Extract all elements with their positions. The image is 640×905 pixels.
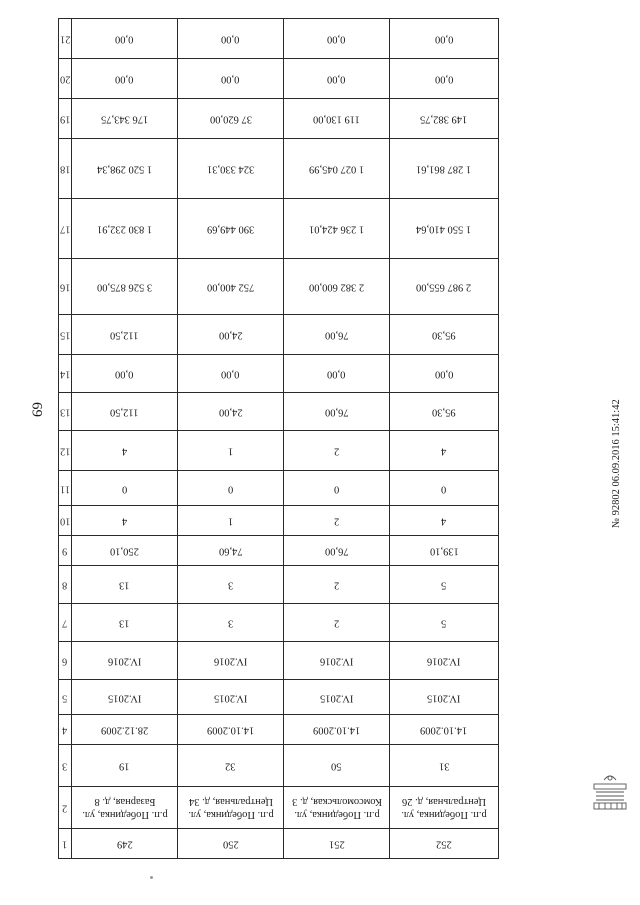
cell-value: 0: [333, 483, 340, 495]
cell-value: 0,00: [327, 73, 346, 85]
table-band: [59, 19, 499, 59]
column-number-cell: [59, 471, 72, 506]
cell-value: 0,00: [434, 368, 454, 380]
table-cell: [72, 506, 178, 536]
table-band: [59, 393, 499, 431]
column-number-cell: [59, 99, 72, 139]
table-band: [59, 259, 499, 315]
table-band: [59, 99, 499, 139]
column-number-cell: [59, 604, 72, 642]
table-cell: [72, 431, 178, 471]
cell-value: 24,00: [218, 406, 243, 418]
table-cell: [72, 604, 178, 642]
table-cell: [178, 393, 284, 431]
table-cell: [390, 355, 499, 393]
cell-value: 0,00: [434, 33, 454, 45]
cell-value: 32: [225, 760, 236, 772]
table-band: [59, 715, 499, 745]
table-band: [59, 355, 499, 393]
cell-value: 1: [227, 515, 234, 527]
table-cell: [390, 680, 499, 715]
table-cell: [390, 566, 499, 604]
cell-value: 0,00: [115, 73, 134, 85]
cell-value: 3: [227, 579, 234, 591]
column-number: 5: [62, 692, 68, 704]
table-cell: [390, 604, 499, 642]
table-cell: [72, 19, 178, 59]
cell-value: 5: [441, 617, 447, 629]
column-number-cell: [59, 315, 72, 355]
column-number: 1: [62, 838, 68, 850]
cell-value: 112,50: [110, 329, 139, 341]
cell-value: IV.2016: [213, 655, 248, 667]
column-number: 11: [59, 483, 71, 495]
table-cell: [178, 199, 284, 259]
cell-value: IV.2015: [213, 692, 248, 704]
column-number: 13: [59, 406, 71, 418]
table-band: [59, 787, 499, 829]
column-number-cell: [59, 566, 72, 604]
table-cell: [284, 471, 390, 506]
table-cell: [284, 536, 390, 566]
cell-value: 76,00: [324, 406, 349, 418]
cell-value: 95,30: [432, 406, 456, 418]
column-number: 18: [59, 163, 71, 175]
table-cell: [72, 259, 178, 315]
table-cell: [178, 604, 284, 642]
cell-value: 752 400,00: [206, 281, 255, 293]
cell-value: 0,00: [221, 368, 240, 380]
cell-value: 4: [121, 515, 128, 527]
table-cell: [284, 259, 390, 315]
registry-stamp: № 92802 06.09.2016 15:41:42: [611, 399, 622, 528]
column-number-cell: [59, 745, 72, 787]
table-cell: [178, 139, 284, 199]
table-cell: [178, 99, 284, 139]
table-cell: [178, 829, 284, 859]
column-number-cell: [59, 139, 72, 199]
cell-value: 4: [441, 515, 447, 527]
cell-value: 13: [119, 579, 130, 591]
cell-value: 4: [441, 445, 447, 457]
column-number-cell: [59, 355, 72, 393]
table-cell: [72, 315, 178, 355]
table-cell: [390, 506, 499, 536]
cell-value: 250: [222, 838, 239, 850]
table-cell: [284, 431, 390, 471]
cell-value: IV.2015: [427, 692, 461, 704]
cell-value: 0,00: [434, 73, 454, 85]
cell-value: 76,00: [324, 329, 349, 341]
column-number-cell: [59, 19, 72, 59]
column-number-cell: [59, 787, 72, 829]
table-cell: [390, 471, 499, 506]
table-cell: [284, 393, 390, 431]
scan-dot: [150, 876, 153, 879]
table-cell: [178, 536, 284, 566]
column-number: 9: [62, 545, 68, 557]
cell-value: 1 236 424,01: [308, 223, 365, 235]
table-cell: [72, 199, 178, 259]
table-cell: [284, 315, 390, 355]
cell-value: 2 382 600,00: [308, 281, 365, 293]
column-number: 8: [62, 579, 68, 591]
column-number: 6: [62, 655, 68, 667]
cell-value: 4: [121, 445, 128, 457]
cell-value: 139,10: [429, 545, 459, 557]
cell-value: 1 550 410,64: [416, 223, 472, 235]
table-cell: [390, 536, 499, 566]
table-cell: [178, 431, 284, 471]
cell-value: 28.12.2009: [100, 724, 149, 736]
column-number: 16: [59, 281, 71, 293]
cell-value: 0,00: [115, 33, 134, 45]
table-cell: [72, 829, 178, 859]
cell-value: 50: [331, 760, 342, 772]
table-band: [59, 536, 499, 566]
column-number-cell: [59, 715, 72, 745]
table-cell: [178, 59, 284, 99]
column-number: 2: [62, 802, 68, 814]
cell-value: 2: [333, 445, 340, 457]
table-band: [59, 566, 499, 604]
cell-value: 31: [438, 760, 450, 772]
table-cell: [284, 19, 390, 59]
table-cell: [390, 715, 499, 745]
column-number-cell: [59, 642, 72, 680]
cell-value: 1 027 045,99: [308, 163, 365, 175]
table-cell: [178, 680, 284, 715]
cell-value: IV.2016: [107, 655, 142, 667]
column-number-cell: [59, 536, 72, 566]
column-number-cell: [59, 431, 72, 471]
cell-value: 19: [119, 760, 130, 772]
table-cell: [284, 680, 390, 715]
cell-value: 2 987 655,00: [416, 281, 472, 293]
cell-value: 13: [119, 617, 130, 629]
cell-value: 2: [333, 579, 340, 591]
table-cell: [72, 59, 178, 99]
table-band: [59, 745, 499, 787]
table-cell: [390, 829, 499, 859]
table-cell: [390, 315, 499, 355]
cell-value: 5: [441, 579, 447, 591]
cell-value: IV.2016: [319, 655, 354, 667]
table-band: [59, 199, 499, 259]
cell-value: 324 330,31: [206, 163, 255, 175]
column-number-cell: [59, 680, 72, 715]
column-number: 7: [62, 617, 68, 629]
column-number-cell: [59, 506, 72, 536]
table-band: [59, 139, 499, 199]
cell-value: 119 130,00: [313, 113, 360, 125]
table-cell: [284, 99, 390, 139]
cell-value: 24,00: [218, 329, 243, 341]
cell-value: 14.10.2009: [312, 724, 361, 736]
cell-value: 0,00: [327, 33, 346, 45]
table-cell: [390, 59, 499, 99]
cell-value: 390 449,69: [206, 223, 255, 235]
table-band: [59, 431, 499, 471]
table-cell: [390, 99, 499, 139]
column-number: 12: [59, 445, 71, 457]
cell-value: 0,00: [327, 368, 346, 380]
column-number-cell: [59, 259, 72, 315]
table-cell: [72, 393, 178, 431]
table-cell: [284, 139, 390, 199]
table-cell: [72, 471, 178, 506]
table-cell: [284, 642, 390, 680]
cell-value: 0: [441, 483, 447, 495]
table-cell: [284, 604, 390, 642]
cell-value: 251: [328, 838, 345, 850]
column-number: 4: [62, 724, 68, 736]
table-cell: [178, 506, 284, 536]
table-band: [59, 604, 499, 642]
register-table: [58, 18, 499, 859]
table-cell: [72, 715, 178, 745]
table-cell: [72, 355, 178, 393]
cell-value: 0: [121, 483, 128, 495]
table-band: [59, 680, 499, 715]
table-cell: [390, 259, 499, 315]
table-cell: [72, 745, 178, 787]
table-cell: [178, 259, 284, 315]
cell-value: 112,50: [110, 406, 139, 418]
table-band: [59, 642, 499, 680]
cell-value: 252: [436, 838, 452, 850]
column-number-cell: [59, 199, 72, 259]
cell-value: 250,10: [110, 545, 139, 557]
table-cell: [178, 355, 284, 393]
column-number: 20: [59, 73, 71, 85]
cell-value: 1 287 861,61: [416, 163, 472, 175]
table-cell: [284, 787, 390, 829]
cell-value: 14.10.2009: [420, 724, 468, 736]
address-text: р.п. Побединка, ул. Базарная, д. 8: [81, 796, 168, 821]
table-cell: [390, 199, 499, 259]
cell-value: 0,00: [115, 368, 134, 380]
column-number: 10: [59, 515, 71, 527]
page-number: 69: [28, 402, 45, 417]
column-number-cell: [59, 393, 72, 431]
cell-value: 74,60: [218, 545, 243, 557]
table-cell: [390, 745, 499, 787]
address-text: р.п. Побединка, ул. Центральная, д. 34: [187, 796, 274, 821]
table-band: [59, 829, 499, 859]
table-cell: [178, 642, 284, 680]
table-cell: [390, 431, 499, 471]
cell-value: 14.10.2009: [206, 724, 255, 736]
table-cell: [72, 536, 178, 566]
table-band: [59, 471, 499, 506]
cell-value: 249: [116, 838, 133, 850]
table-cell: [178, 19, 284, 59]
table-cell: [284, 715, 390, 745]
cell-value: 0: [227, 483, 234, 495]
column-number: 14: [59, 368, 71, 380]
table-cell: [284, 566, 390, 604]
table-cell: [72, 566, 178, 604]
column-number: 21: [59, 33, 71, 45]
table-band: [59, 59, 499, 99]
table-cell: [72, 787, 178, 829]
table-cell: [284, 745, 390, 787]
table-cell: [72, 642, 178, 680]
cell-value: 3: [227, 617, 234, 629]
table-cell: [178, 787, 284, 829]
column-number: 19: [59, 113, 71, 125]
cell-value: 176 343,75: [100, 113, 149, 125]
table-cell: [390, 393, 499, 431]
column-number-cell: [59, 829, 72, 859]
cell-value: 3 526 875,00: [96, 281, 153, 293]
table-cell: [72, 139, 178, 199]
seal-emblem-icon: [591, 770, 629, 814]
cell-value: IV.2015: [107, 692, 142, 704]
cell-value: 1 830 232,91: [96, 223, 153, 235]
table-cell: [390, 642, 499, 680]
cell-value: 1 520 298,34: [96, 163, 153, 175]
register-table-wrapper: [58, 18, 498, 848]
cell-value: 1: [227, 445, 234, 457]
address-text: р.п. Побединка, ул. Центральная, д. 26: [401, 796, 487, 821]
table-cell: [284, 199, 390, 259]
column-number-cell: [59, 59, 72, 99]
table-cell: [178, 745, 284, 787]
table-cell: [390, 139, 499, 199]
cell-value: 149 382,75: [420, 113, 468, 125]
table-cell: [178, 315, 284, 355]
table-band: [59, 506, 499, 536]
cell-value: 0,00: [221, 73, 240, 85]
table-cell: [284, 59, 390, 99]
table-band: [59, 315, 499, 355]
table-cell: [390, 787, 499, 829]
cell-value: 2: [333, 617, 340, 629]
address-text: р.п. Побединка, ул. Комсомольская, д. 3: [291, 796, 382, 821]
table-cell: [178, 471, 284, 506]
table-cell: [284, 355, 390, 393]
cell-value: 2: [333, 515, 340, 527]
table-cell: [72, 99, 178, 139]
table-cell: [284, 506, 390, 536]
table-cell: [178, 715, 284, 745]
cell-value: 95,30: [432, 329, 456, 341]
cell-value: IV.2015: [319, 692, 354, 704]
cell-value: 0,00: [221, 33, 240, 45]
table-cell: [390, 19, 499, 59]
column-number: 15: [59, 329, 71, 341]
cell-value: 37 620,00: [209, 113, 252, 125]
column-number: 17: [59, 223, 71, 235]
table-cell: [284, 829, 390, 859]
cell-value: IV.2016: [427, 655, 461, 667]
table-cell: [72, 680, 178, 715]
table-cell: [178, 566, 284, 604]
cell-value: 76,00: [324, 545, 349, 557]
register-table-body: [59, 19, 499, 859]
column-number: 3: [62, 760, 68, 772]
